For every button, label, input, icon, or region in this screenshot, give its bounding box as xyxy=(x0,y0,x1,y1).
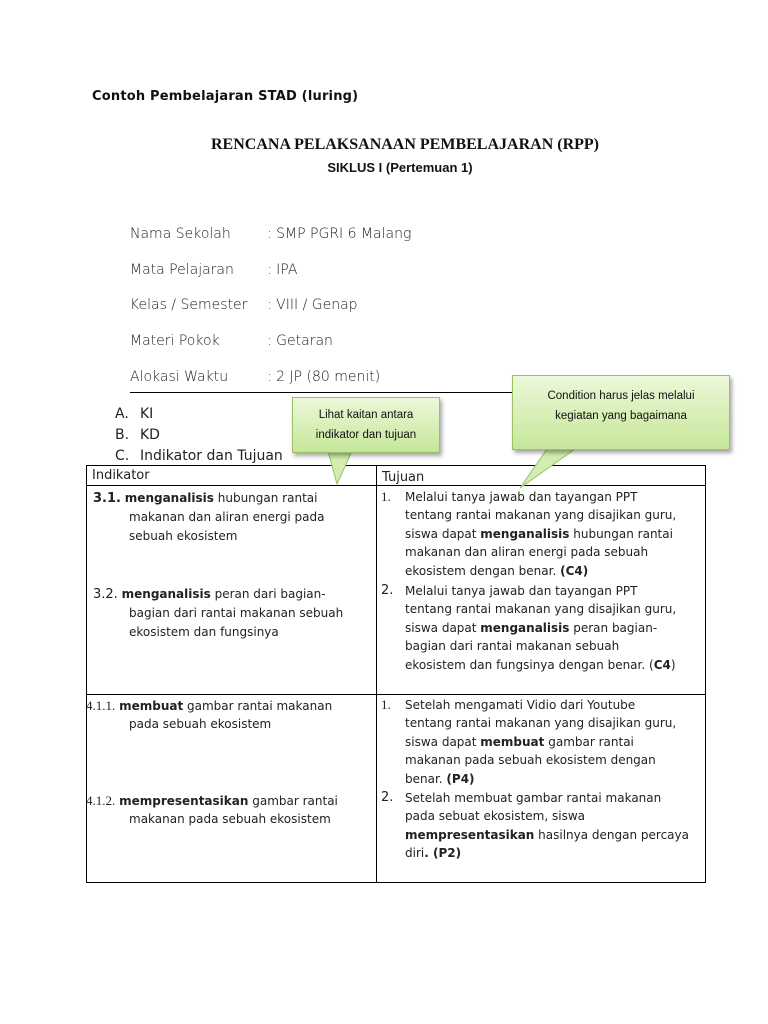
indicator-4-1-2: 4.1.2. mempresentasikan gambar rantai makanan pada sebuah ekosistem xyxy=(86,793,338,827)
info-value-class: : VIII / Genap xyxy=(267,297,358,313)
callout-left: Lihat kaitan antara indikator dan tujuan xyxy=(292,397,440,453)
info-label-school: Nama Sekolah xyxy=(130,226,231,242)
section-indikator-tujuan: C. Indikator dan Tujuan xyxy=(115,448,283,464)
indicator-4-1-1: 4.1.1. membuat gambar rantai makanan pada sebuah ekosistem xyxy=(86,698,333,732)
section-kd: B. KD xyxy=(115,427,160,443)
indicator-3-2: 3.2. menganalisis peran dari bagian- bagian dari rantai makanan sebuah ekosistem dan fungsinya xyxy=(93,587,344,639)
info-value-time: : 2 JP (80 menit) xyxy=(267,369,381,385)
table-header-tujuan: Tujuan xyxy=(382,470,425,485)
document-note: Contoh Pembelajaran STAD (luring) xyxy=(92,89,359,104)
info-value-topic: : Getaran xyxy=(267,333,333,349)
goal-1-2: 2. Melalui tanya jawab dan tayangan PPT tentang rantai makanan yang disajikan guru, siswa dapat menganalisis peran bagian- bagian dari rantai makanan sebuah ekosistem dan fungsinya dengan benar. (C4) xyxy=(381,583,677,672)
callout-right-pointer xyxy=(520,449,575,488)
info-label-topic: Materi Pokok xyxy=(130,333,220,349)
goal-1-1: 1. Melalui tanya jawab dan tayangan PPT tentang rantai makanan yang disajikan guru, siswa dapat menganalisis hubungan rantai makanan dan aliran energi pada sebuah ekosistem dengan benar. (C4) xyxy=(381,489,677,578)
info-value-school: : SMP PGRI 6 Malang xyxy=(267,226,412,242)
indicator-3-1: 3.1. menganalisis hubungan rantai makanan dan aliran energi pada sebuah ekosistem xyxy=(93,491,325,543)
info-label-subject: Mata Pelajaran xyxy=(130,262,234,278)
info-value-subject: : IPA xyxy=(267,262,298,278)
info-label-class: Kelas / Semester xyxy=(130,297,248,313)
section-ki: A. KI xyxy=(115,406,154,422)
goal-2-2: 2. Setelah membuat gambar rantai makanan pada sebuat ekosistem, siswa mempresentasikan hasilnya dengan percaya diri. (P2) xyxy=(381,790,689,861)
goal-2-1: 1. Setelah mengamati Vidio dari Youtube tentang rantai makanan yang disajikan guru, siswa dapat membuat gambar rantai makanan pada sebuah ekosistem dengan benar. (P4) xyxy=(381,697,677,786)
info-label-time: Alokasi Waktu xyxy=(130,369,229,385)
callout-right: Condition harus jelas melalui kegiatan yang bagaimana xyxy=(512,375,730,450)
callout-left-pointer xyxy=(328,451,352,484)
document-title: RENCANA PELAKSANAAN PEMBELAJARAN (RPP) xyxy=(211,136,599,153)
table-header-indikator: Indikator xyxy=(92,468,150,483)
document-subtitle: SIKLUS I (Pertemuan 1) xyxy=(327,160,473,175)
